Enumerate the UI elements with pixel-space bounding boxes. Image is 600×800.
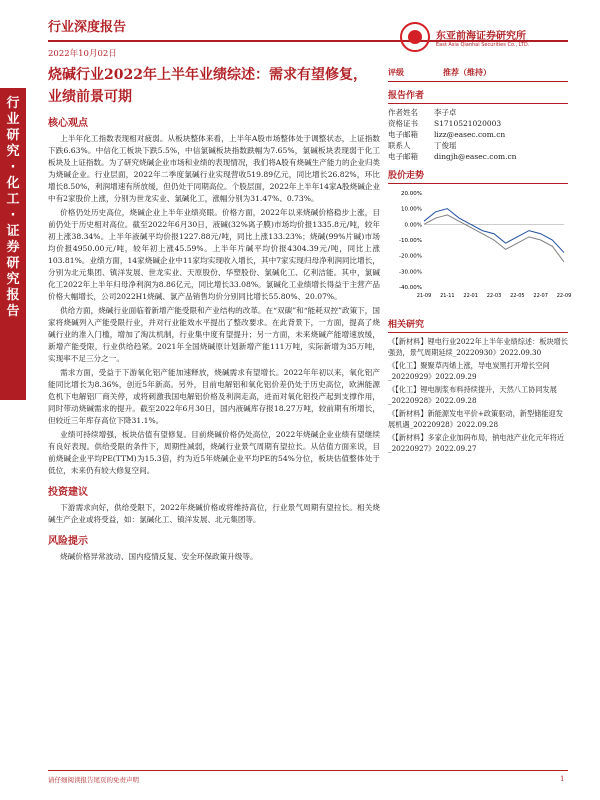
sidebar-char: 工 xyxy=(6,192,20,207)
sidebar-char: 报 xyxy=(6,288,20,303)
y-tick-label: 10.00% xyxy=(401,206,422,213)
report-date: 2022年10月02日 xyxy=(48,49,117,59)
y-tick-label: -30.00% xyxy=(399,269,422,276)
series-line-1 xyxy=(424,215,564,262)
sidebar-char: 业 xyxy=(6,112,20,127)
related-head: 相关研究 xyxy=(388,317,568,333)
analyst-value: 李子卓 xyxy=(434,108,457,117)
section-core-title: 核心观点 xyxy=(48,118,88,129)
x-tick-label: 21-09 xyxy=(416,293,432,299)
analyst-key: 电子邮箱 xyxy=(388,152,418,161)
report-type: 行业深度报告 xyxy=(48,20,127,35)
analyst-row xyxy=(388,151,568,162)
analyst-head: 报告作者 xyxy=(388,88,568,104)
analyst-key: 作者姓名 xyxy=(388,108,418,117)
analyst-value: S1710521020003 xyxy=(434,119,502,128)
analyst-list xyxy=(388,107,568,162)
analyst-row xyxy=(388,129,568,140)
analyst-key: 资格证书 xyxy=(388,119,418,128)
sidebar-char: 告 xyxy=(6,304,20,319)
sidebar-char: · xyxy=(10,208,16,223)
sidebar-char: 究 xyxy=(6,272,20,287)
doc-title: 烧碱行业2022年上半年业绩综述：需求有望修复，业绩前景可期 xyxy=(48,67,367,105)
logo-mark-icon xyxy=(400,22,430,52)
related-item: 《【新材料】锂电行业2022年上半年业绩综述：板块增长强劲，景气周期延续_20220930》2022.09.30 xyxy=(388,337,569,357)
section-invest-title: 投资建议 xyxy=(48,487,88,498)
analyst-row xyxy=(388,118,568,129)
rating-value: 推荐（维持） xyxy=(443,67,491,77)
y-tick-label: 20.00% xyxy=(401,191,422,197)
related-item: 《【新材料】新能源发电平价+政策驱动，新型储能迎发展机遇_20220928》2022.09.28 xyxy=(388,409,563,429)
sidebar-category xyxy=(0,88,26,400)
stock-chart xyxy=(388,187,572,311)
x-tick-label: 22-07 xyxy=(533,293,548,299)
sidebar-char: 研 xyxy=(6,256,20,271)
section-risk-title: 风险提示 xyxy=(48,536,88,547)
paragraph: 价格仍处历史高位，烧碱企业上半年业绩亮眼。价格方面，2022年以来烧碱价格稳步上涨，目前仍处于历史相对高位。截至2022年6月30日，液碱(32%离子膜)市场均价报1335.8元/吨，较年初上涨38.34%。上半年液碱平均价报1227.88元/吨，同比上涨133.23%；烧碱(99%片碱)市场均价报4950.00元/吨，较年初上涨45.59%。上半年片碱平均价报4304.39元/吨，同比上涨103.81%。业绩方面，14家烧碱企业中11家均实现收入增长，其中7家实现归母净利润同比增长，分别为北元集团、镇洋发展、世龙实业、天原股份、华塑股份、氯碱化工、亿利洁能。其中，氯碱化工2022年上半年归母净利润为8.86亿元，同比增长33.08%。氯碱化工业绩增长得益于主营产品价格大幅增长，公司2022H1烧碱、氯产品销售均价分别同比增长55.80%、20.07%。 xyxy=(48,208,380,301)
rating-row xyxy=(388,64,568,82)
sidebar-char: 研 xyxy=(6,128,20,143)
paragraph: 下游需求向好，供给受限下，2022年烧碱价格或将维持高位，行业景气周期有望拉长。相关烧碱生产企业或将受益，如：氯碱化工、镇洋发展、北元集团等。 xyxy=(48,503,380,524)
paragraph: 烧碱价格异常波动、国内疫情反复、安全环保政策升级等。 xyxy=(60,552,258,561)
y-tick-label: 0.00% xyxy=(404,222,422,229)
sidebar-char: 证 xyxy=(6,224,20,239)
right-column xyxy=(388,64,572,456)
analyst-row xyxy=(388,107,568,118)
x-tick-label: 22-09 xyxy=(556,293,572,299)
related-item: 《【化工】聚聚草丙烯上涨，导电炭黑打开增长空间_20220929》2022.09.29 xyxy=(388,361,550,381)
analyst-value: 丁俊瑶 xyxy=(434,141,457,150)
analyst-value: dingjh@easec.com.cn xyxy=(434,152,517,161)
x-tick-label: 22-01 xyxy=(463,293,478,299)
sidebar-char: 行 xyxy=(6,96,20,111)
analyst-key: 电子邮箱 xyxy=(388,130,418,139)
logo-name-en: East Asia Qianhai Securities Co., LTD. xyxy=(436,41,530,48)
related-item: 《【新材料】多家企业加码布局，钠电池产业化元年将近_20220927》2022.09.27 xyxy=(388,433,565,453)
x-tick-label: 21-11 xyxy=(440,293,455,299)
logo-name-cn: 东亚前海证券研究所 xyxy=(436,30,526,42)
y-tick-label: -10.00% xyxy=(399,238,422,244)
x-tick-label: 22-05 xyxy=(510,293,525,299)
related-item: 《【化工】锂电制浆布料持续提升，天然八工协同发展_20220928》2022.09.28 xyxy=(388,385,557,405)
sidebar-char: 券 xyxy=(6,240,20,255)
rating-label: 评级 xyxy=(388,67,404,77)
sidebar-char: · xyxy=(10,160,16,175)
company-logo xyxy=(400,22,529,52)
section-risk-body xyxy=(48,551,380,563)
stock-chart-head: 股价走势 xyxy=(388,168,568,184)
sidebar-char: 究 xyxy=(6,144,20,159)
section-invest-body xyxy=(48,502,380,526)
y-tick-label: -40.00% xyxy=(399,285,422,291)
page-number: 1 xyxy=(560,775,565,783)
related-list xyxy=(388,336,568,454)
main-column xyxy=(48,64,380,565)
analyst-value: lizz@easec.com.cn xyxy=(434,130,506,139)
footer-rule xyxy=(48,770,568,771)
y-tick-label: -20.00% xyxy=(399,253,422,260)
paragraph: 需求方面，受益于下游氧化铝产能加速释放，烧碱需求有望增长。2022年年初以来，氧化铝产能同比增长为8.36%，创近5年新高。另外，目前电解铝和氧化铝价差仍处于历史高位，欧洲能源危机下电解铝厂商关停，或将刺激我国电解铝价格及利润走高，进而对氧化铝投产起到支撑作用，同时带动烧碱需求的提升。截至2022年6月30日，国内液碱库存报18.27万吨，较前期有所增长，但较近三年库存高位下降31.1%。 xyxy=(48,368,380,425)
analyst-key: 联系人 xyxy=(388,141,411,150)
footer-disclaimer: 请仔细阅读报告尾页的免责声明 xyxy=(48,776,139,784)
analyst-row xyxy=(388,140,568,151)
x-tick-label: 22-03 xyxy=(486,293,502,299)
paragraph: 业绩可持续增强，板块估值有望修复。目前烧碱价格仍处高位，2022年烧碱企业业绩有望继续有良好表现。供给受限的条件下，周期性减弱，烧碱行业景气周期有望拉长。从估值方面来说，目前烧碱企业平均PE(TTM)为15.3倍，约为近5年烧碱企业平均PE的54%分位，板块估值整体处于低位，未来仍有较大修复空间。 xyxy=(48,430,380,475)
paragraph: 上半年化工指数表现相对疲弱。从板块整体来看，上半年A股市场整体处于调整状态，上证指数下跌6.63%。中信化工板块下跌5.5%，中信氯碱板块指数跌幅为7.65%，氯碱板块表现弱于化工板块及上证指数。为了研究烧碱企业市场和业绩的表现情况，我们将A股有烧碱生产能力的企业归类为烧碱企业。行业层面，2022年二季度氯碱行业实现营收519.89亿元，同比增长26.82%，环比增长8.50%，利润增速有所放缓，但仍处于同期高位。个股层面，2022年上半年14家A股烧碱企业中有2家股价上涨，分别为世龙实业、氯碱化工，涨幅分别为31.47%、0.73%。 xyxy=(48,134,381,203)
sidebar-char: 化 xyxy=(6,176,20,191)
paragraph: 供给方面，烧碱行业面临着新增产能受限和产业结构的改革。在“双碳”和“能耗双控”政策下，国家将烧碱列入产能受限行业，并对行业能效水平提出了整改要求。在此背景下，一方面，提高了烧碱行业的准入门槛，增加了淘汰机制，行业集中度有望提升；另一方面，未来烧碱产能增速放缓，新增产能受限，行业供给趋紧。2021年全国烧碱原计划新增产能111万吨，实际新增为35万吨，实现率不足三分之一。 xyxy=(48,306,380,363)
section-core-body xyxy=(48,133,380,477)
stock-chart-svg xyxy=(388,187,572,307)
